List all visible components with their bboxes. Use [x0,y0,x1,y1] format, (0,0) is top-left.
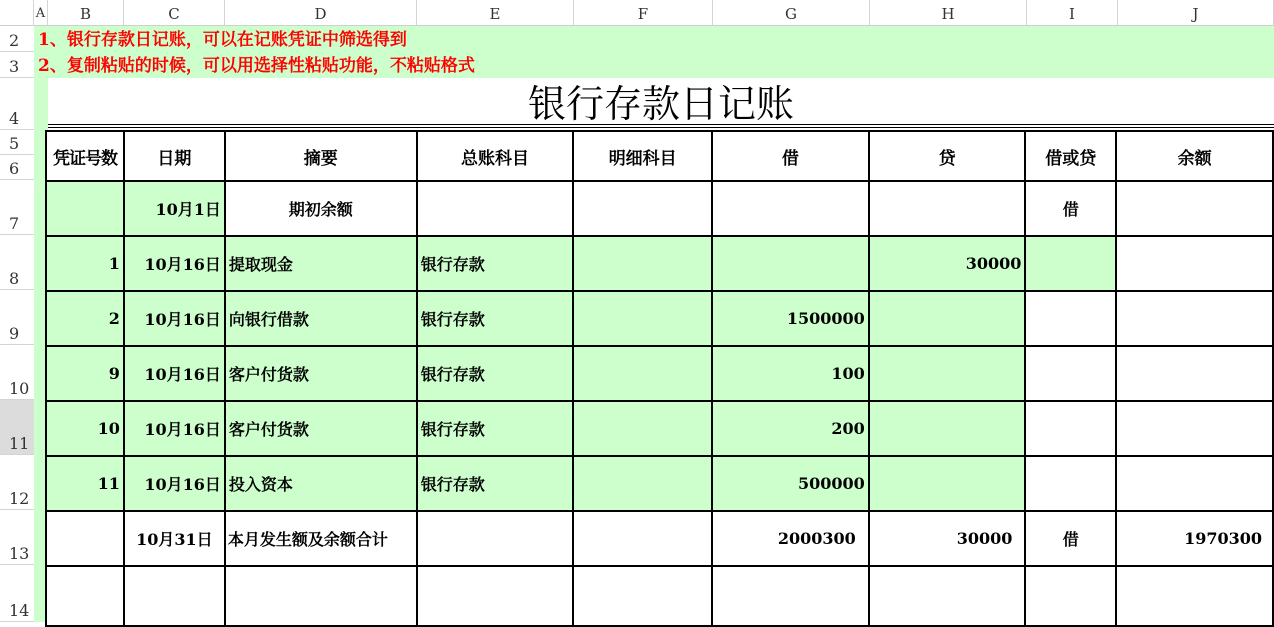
cell-balance[interactable] [1116,401,1273,456]
cell-dc[interactable] [1025,566,1116,626]
cell-summary[interactable]: 客户付货款 [225,346,417,401]
row-header-7[interactable]: 7 [0,180,34,235]
cell-balance[interactable] [1116,346,1273,401]
cell-balance[interactable] [1116,291,1273,346]
column-header-a[interactable]: A [34,0,48,26]
cell-detail[interactable] [573,511,712,566]
cell-credit[interactable]: 30000 [869,236,1026,291]
header-account[interactable]: 总账科目 [417,131,574,181]
cell-date[interactable]: 10月16日 [124,291,225,346]
column-header-j[interactable]: J [1118,0,1274,26]
column-header-b[interactable]: B [48,0,124,26]
cell-credit[interactable]: 30000 [869,511,1026,566]
cell-date[interactable]: 10月31日 [124,511,225,566]
header-summary[interactable]: 摘要 [225,131,417,181]
cell-credit[interactable] [869,181,1026,236]
cell-detail[interactable] [573,291,712,346]
cell-credit[interactable] [869,291,1026,346]
cell-voucher[interactable] [46,511,124,566]
cell-summary[interactable]: 客户付货款 [225,401,417,456]
column-header-bar [0,0,1274,26]
cell-account[interactable]: 银行存款 [417,346,574,401]
table-row [46,236,1273,291]
cell-account[interactable]: 银行存款 [417,456,574,511]
row-header-11[interactable]: 11 [0,400,34,455]
row-header-6[interactable]: 6 [0,155,34,180]
cell-voucher[interactable] [46,181,124,236]
cell-debit[interactable] [712,566,869,626]
cell-voucher[interactable]: 2 [46,291,124,346]
cell-debit[interactable] [712,181,869,236]
table-row [46,346,1273,401]
column-header-d[interactable]: D [225,0,417,26]
row-header-4[interactable]: 4 [0,78,34,130]
totals-row [46,511,1273,566]
cell-voucher[interactable]: 11 [46,456,124,511]
cell-balance[interactable] [1116,566,1273,626]
cell-dc[interactable] [1025,346,1116,401]
note-2: 2、复制粘贴的时候，可以用选择性粘贴功能，不粘贴格式 [38,56,475,76]
row-header-5[interactable]: 5 [0,130,34,155]
row-header-2[interactable]: 2 [0,26,34,52]
cell-debit[interactable]: 1500000 [712,291,869,346]
cell-account[interactable] [417,511,574,566]
cell-detail[interactable] [573,566,712,626]
cell-voucher[interactable]: 10 [46,401,124,456]
cell-date[interactable] [124,566,225,626]
cell-summary[interactable]: 本月发生额及余额合计 [225,511,417,566]
cell-summary[interactable]: 向银行借款 [225,291,417,346]
row-header-13[interactable]: 13 [0,510,34,565]
cell-debit[interactable]: 100 [712,346,869,401]
column-header-c[interactable]: C [124,0,225,26]
cell-detail[interactable] [573,236,712,291]
note-1: 1、银行存款日记账，可以在记账凭证中筛选得到 [38,30,407,50]
table-row [46,566,1273,626]
column-header-i[interactable]: I [1027,0,1118,26]
cell-date[interactable]: 10月1日 [124,181,225,236]
cell-detail[interactable] [573,456,712,511]
table-row [46,181,1273,236]
cell-account[interactable] [417,181,574,236]
cell-credit[interactable] [869,566,1026,626]
cell-date[interactable]: 10月16日 [124,401,225,456]
cell-account[interactable]: 银行存款 [417,291,574,346]
cell-balance[interactable] [1116,236,1273,291]
header-credit[interactable]: 贷 [869,131,1026,181]
cell-detail[interactable] [573,401,712,456]
cell-balance[interactable] [1116,456,1273,511]
column-header-h[interactable]: H [870,0,1027,26]
cell-dc[interactable] [1025,291,1116,346]
cell-balance[interactable]: 1970300 [1116,511,1273,566]
cell-date[interactable]: 10月16日 [124,456,225,511]
cell-summary[interactable] [225,566,417,626]
row-header-3[interactable]: 3 [0,52,34,78]
cell-debit[interactable]: 200 [712,401,869,456]
ledger-title: 银行存款日记账 [527,82,794,126]
cell-dc[interactable] [1025,456,1116,511]
cell-account[interactable]: 银行存款 [417,236,574,291]
cell-account[interactable]: 银行存款 [417,401,574,456]
cell-summary[interactable]: 投入资本 [225,456,417,511]
select-all-corner[interactable] [0,0,34,26]
table-row [46,401,1273,456]
cell-detail[interactable] [573,346,712,401]
cell-date[interactable]: 10月16日 [124,346,225,401]
cell-voucher[interactable]: 9 [46,346,124,401]
cell-date[interactable]: 10月16日 [124,236,225,291]
column-header-e[interactable]: E [417,0,574,26]
cell-dc[interactable]: 借 [1025,181,1116,236]
header-date[interactable]: 日期 [124,131,225,181]
column-header-f[interactable]: F [574,0,713,26]
title-underline [48,124,1274,125]
header-balance[interactable]: 余额 [1116,131,1273,181]
cell-voucher[interactable] [46,566,124,626]
column-header-g[interactable]: G [713,0,870,26]
cell-credit[interactable] [869,346,1026,401]
cell-debit[interactable]: 2000300 [712,511,869,566]
table-row [46,291,1273,346]
cell-credit[interactable] [869,401,1026,456]
cell-balance[interactable] [1116,181,1273,236]
header-detail[interactable]: 明细科目 [573,131,712,181]
header-debit[interactable]: 借 [712,131,869,181]
cell-summary[interactable]: 提取现金 [225,236,417,291]
table-row [46,456,1273,511]
row-header-8[interactable]: 8 [0,235,34,290]
row-header-14[interactable]: 14 [0,565,34,622]
cell-dc[interactable] [1025,236,1116,291]
cell-account[interactable] [417,566,574,626]
row-header-9[interactable]: 9 [0,290,34,345]
ledger-table [45,130,1274,627]
cell-credit[interactable] [869,456,1026,511]
row-header-10[interactable]: 10 [0,345,34,400]
title-double-underline [48,127,1274,128]
header-row [46,131,1273,181]
cell-dc[interactable]: 借 [1025,511,1116,566]
cell-dc[interactable] [1025,401,1116,456]
cell-debit[interactable] [712,236,869,291]
header-dc[interactable]: 借或贷 [1025,131,1116,181]
header-voucher[interactable]: 凭证号数 [46,131,124,181]
cell-voucher[interactable]: 1 [46,236,124,291]
cell-summary[interactable]: 期初余额 [225,181,417,236]
row-header-12[interactable]: 12 [0,455,34,510]
cell-debit[interactable]: 500000 [712,456,869,511]
cell-detail[interactable] [573,181,712,236]
